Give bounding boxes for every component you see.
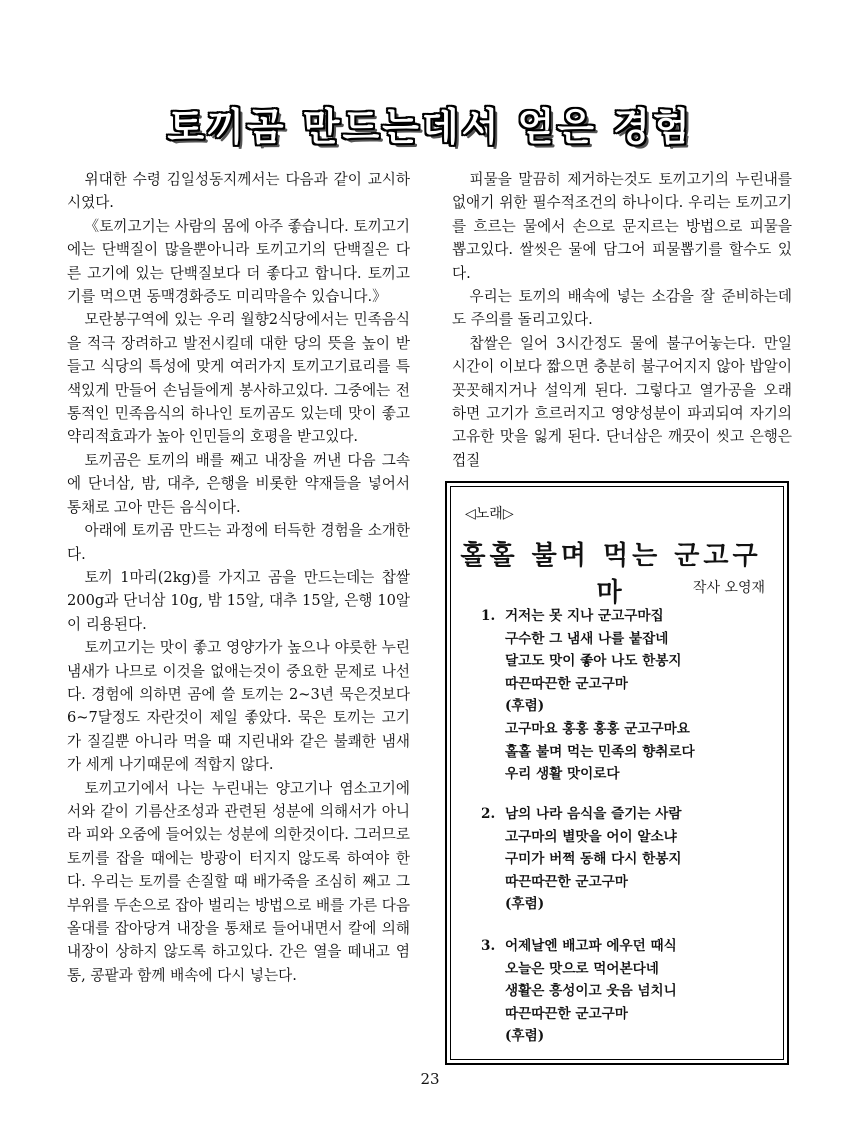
verse-line: 따끈따끈한 군고구마 <box>505 1005 628 1022</box>
paragraph: 아래에 토끼곰 만드는 과정에 터득한 경험을 소개한다. <box>67 522 410 563</box>
paragraph: 토끼곰은 토끼의 배를 째고 내장을 꺼낸 다음 그속에 단너삼, 밤, 대추, 은행을 비롯한 약재들을 넣어서 통채로 고아 만든 음식이다. <box>67 451 410 516</box>
verse-number: 3. <box>481 938 496 954</box>
verse-line: 따끈따끈한 군고구마 <box>505 675 628 692</box>
verse-line: 우리 생활 맛이로다 <box>505 766 620 783</box>
verse-line: (후렴) <box>505 1028 545 1045</box>
verse-line: 오늘은 맛으로 먹어본다네 <box>505 960 659 977</box>
verse-line: 고구마의 별맛을 어이 알소냐 <box>505 828 677 845</box>
page-title: 토끼곰 만드는데서 얻은 경험 <box>167 105 693 149</box>
paragraph: 토끼고기는 맛이 좋고 영양가가 높으나 야릇한 누린 냄새가 나므로 이것을 없애는것이 중요한 문제로 나선다. 경험에 의하면 곰에 쓸 토끼는 2~3년 묵은것보다 6~7달정도 자란것이 제일 좋았다. 묵은 토끼는 고기가 질길뿐 아니라 먹을 때 지린내와 같은 불쾌한 냄새가 세게 나기때문에 적합지 않다. <box>67 639 410 774</box>
song-verse-1 <box>481 605 771 786</box>
verse-line: 3. 어제날엔 배고파 에우던 때식 <box>481 935 771 958</box>
quotation: 《토끼고기는 사람의 몸에 아주 좋습니다. 토끼고기에는 단백질이 많을뿐아니라 토끼고기의 단백질은 다른 고기에 있는 단백질보다 더 좋다고 합니다. 토끼고기를 먹으면 동맥경화증도 미리막을수 있습니다.》 <box>67 217 410 306</box>
verse-line: 구미가 버쩍 동해 다시 한봉지 <box>505 851 682 868</box>
verse-line: 생활은 흥성이고 웃음 넘치니 <box>505 983 677 1000</box>
song-verse-3 <box>481 935 771 1048</box>
verse-line: 홀홀 불며 먹는 민족의 향취로다 <box>505 743 695 760</box>
paragraph: 위대한 수령 김일성동지께서는 다음과 같이 교시하시였다. <box>67 171 410 212</box>
song-verse-2 <box>481 803 771 916</box>
verse-line: (후렴) <box>505 896 545 913</box>
verse-number: 1. <box>481 608 496 624</box>
song-box <box>450 486 784 1060</box>
right-column <box>452 168 792 472</box>
paragraph: 찹쌀은 일어 3시간정도 물에 불구어놓는다. 만일 시간이 이보다 짧으면 충분히 불구어지지 않아 밥알이 꼿꼿해지거나 설익게 된다. 그렇다고 열가공을 오래 하면 고기가 흐르러지고 영양성분이 파괴되여 자기의 고유한 맛을 잃게 된다. 단너삼은 깨끗이 씻고 은행은 껍질 <box>452 334 792 469</box>
left-column <box>67 168 410 987</box>
verse-line: 달고도 맛이 좋아 나도 한봉지 <box>505 653 682 670</box>
page-number: 23 <box>420 1070 440 1088</box>
verse-number: 2. <box>481 806 496 822</box>
song-author: 작사 오영재 <box>692 580 765 596</box>
song-label: ◁노래▷ <box>465 506 514 522</box>
verse-line: 구수한 그 냄새 나를 붙잡네 <box>505 630 669 647</box>
paragraph: 피물을 말끔히 제거하는것도 토끼고기의 누린내를 없애기 위한 필수적조건의 하나이다. 우리는 토끼고기를 흐르는 물에서 손으로 문지르는 방법으로 피물을 뽑고있다. 쌀씻은 물에 담그어 피물뽑기를 할수도 있다. <box>452 171 792 282</box>
song-title: 홀홀 불며 먹는 군고구마 <box>460 541 762 608</box>
paragraph: 우리는 토끼의 배속에 넣는 소감을 잘 준비하는데도 주의를 돌리고있다. <box>452 288 792 329</box>
verse-line: (후렴) <box>505 698 545 715</box>
verse-line: 2. 남의 나라 음식을 즐기는 사람 <box>481 803 771 826</box>
paragraph: 토끼 1마리(2kg)를 가지고 곰을 만드는데는 찹쌀 200g과 단너삼 10g, 밤 15알, 대추 15알, 은행 10알이 리용된다. <box>67 568 410 633</box>
verse-line: 따끈따끈한 군고구마 <box>505 873 628 890</box>
paragraph: 모란봉구역에 있는 우리 월향2식당에서는 민족음식을 적극 장려하고 발전시킬데 대한 당의 뜻을 높이 받들고 식당의 특성에 맞게 여러가지 토끼고기료리를 특색있게 만들어 손님들에게 봉사하고있다. 그중에는 전통적인 민족음식의 하나인 토끼곰도 있는데 맛이 좋고 약리적효과가 높아 인민들의 호평을 받고있다. <box>67 311 410 446</box>
paragraph: 토끼고기에서 나는 누린내는 양고기나 염소고기에서와 같이 기름산조성과 관련된 성분에 의해서가 아니라 피와 오줌에 들어있는 성분에 의한것이다. 그러므로 토끼를 잡을 때에는 방광이 터지지 않도록 하여야 한다. 우리는 토끼를 손질할 때 배가죽을 조심히 째고 그 부위를 두손으로 잡아 벌리는 방법으로 배를 가른 다음 올대를 잡아당겨 내장을 통채로 들어내면서 칼에 의해 내장이 상하지 않도록 하고있다. 간은 열을 떼내고 염통, 콩팥과 함께 배속에 다시 넣는다. <box>67 779 410 984</box>
verse-line: 고구마요 홍홍 홍홍 군고구마요 <box>505 720 690 737</box>
verse-line: 1. 거저는 못 지나 군고구마집 <box>481 605 771 628</box>
